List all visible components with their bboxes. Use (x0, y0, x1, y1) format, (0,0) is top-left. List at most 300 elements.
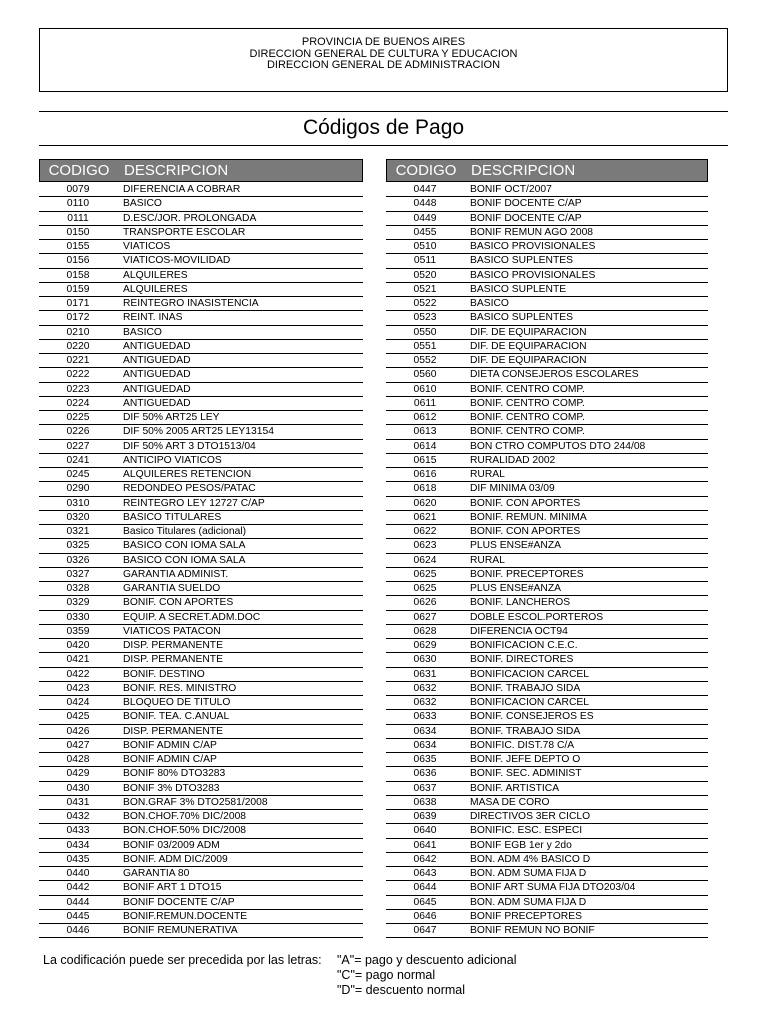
row-code: 0633 (413, 711, 437, 723)
row-description: BONIF. TEA. C.ANUAL (123, 711, 230, 723)
row-code: 0310 (66, 497, 90, 509)
row-description: BONIF. CENTRO COMP. (470, 412, 585, 424)
row-description: BONIF. ADM DIC/2009 (123, 853, 228, 865)
row-code: 0444 (66, 896, 90, 908)
codes-table-right (386, 159, 708, 938)
table-row (39, 254, 363, 268)
row-code: 0510 (413, 241, 437, 253)
row-description: BONIF. REMUN. MINIMA (470, 511, 587, 523)
row-description: BONIF REMUN NO BONIF (470, 925, 595, 937)
table-row (39, 596, 363, 610)
row-code: 0245 (66, 469, 90, 481)
table-row (39, 710, 363, 724)
row-description: BASICO (123, 326, 162, 338)
table-row (39, 824, 363, 838)
row-code: 0325 (66, 540, 90, 552)
row-description: BASICO TITULARES (123, 511, 222, 523)
row-description: BONIF REMUN AGO 2008 (470, 226, 594, 238)
table-row (39, 796, 363, 810)
table-row (386, 183, 708, 197)
table-row (39, 240, 363, 254)
row-code: 0224 (66, 397, 90, 409)
table-row (39, 554, 363, 568)
row-description: ANTICIPO VIATICOS (123, 454, 222, 466)
row-description: DIETA CONSEJEROS ESCOLARES (470, 369, 639, 381)
table-row (386, 782, 708, 796)
table-row (386, 454, 708, 468)
row-description: BONIF. CONSEJEROS ES (470, 711, 594, 723)
table-row (386, 226, 708, 240)
row-code: 0327 (66, 568, 90, 580)
header-description: DESCRIPCION (471, 162, 576, 179)
row-code: 0241 (66, 454, 90, 466)
table-row (39, 568, 363, 582)
table-row (386, 739, 708, 753)
table-row (386, 354, 708, 368)
row-code: 0641 (413, 839, 437, 851)
row-code: 0158 (66, 269, 90, 281)
row-code: 0643 (413, 868, 437, 880)
row-code: 0625 (413, 583, 437, 595)
table-row (39, 853, 363, 867)
table-row (39, 326, 363, 340)
row-description: GARANTIA 80 (123, 868, 190, 880)
row-code: 0447 (413, 184, 437, 196)
row-code: 0614 (413, 440, 437, 452)
table-row (386, 411, 708, 425)
row-description: BONIF. DIRECTORES (470, 654, 574, 666)
table-row (39, 725, 363, 739)
table-row (386, 269, 708, 283)
row-code: 0511 (413, 255, 437, 267)
table-row (39, 767, 363, 781)
table-row (386, 326, 708, 340)
row-description: BONIF.REMUN.DOCENTE (123, 910, 248, 922)
row-code: 0634 (413, 725, 437, 737)
table-row (39, 739, 363, 753)
row-description: BON.CHOF.70% DIC/2008 (123, 811, 247, 823)
table-row (39, 782, 363, 796)
row-code: 0111 (67, 212, 89, 224)
row-code: 0330 (66, 611, 90, 623)
row-description: DIF MINIMA 03/09 (470, 483, 555, 495)
header-line-province: PROVINCIA DE BUENOS AIRES (301, 36, 466, 48)
row-description: BLOQUEO DE TITULO (123, 697, 231, 709)
row-description: BONIFIC. ESC. ESPECI (470, 825, 583, 837)
row-description: REINTEGRO LEY 12727 C/AP (123, 497, 265, 509)
row-code: 0616 (413, 469, 437, 481)
row-code: 0423 (66, 682, 90, 694)
row-code: 0210 (66, 326, 90, 338)
row-description: VIATICOS (123, 241, 171, 253)
row-code: 0629 (413, 640, 437, 652)
table-row (39, 682, 363, 696)
row-code: 0612 (413, 412, 437, 424)
row-code: 0226 (66, 426, 90, 438)
table-row (39, 611, 363, 625)
row-code: 0221 (66, 355, 90, 367)
row-description: BONIF. JEFE DEPTO O (470, 754, 581, 766)
row-code: 0225 (66, 412, 90, 424)
row-description: BON CTRO COMPUTOS DTO 244/08 (470, 440, 646, 452)
row-description: BASICO CON IOMA SALA (123, 540, 246, 552)
table-row (386, 668, 708, 682)
row-description: BONIF EGB 1er y 2do (470, 839, 572, 851)
row-description: ANTIGUEDAD (123, 355, 191, 367)
table-row (386, 368, 708, 382)
row-description: ANTIGUEDAD (123, 340, 191, 352)
table-row (39, 896, 363, 910)
row-code: 0620 (413, 497, 437, 509)
row-description: BONIF. RES. MINISTRO (123, 682, 237, 694)
table-row (386, 383, 708, 397)
table-row (386, 696, 708, 710)
row-code: 0420 (66, 640, 90, 652)
row-description: BON. ADM SUMA FIJA D (470, 868, 587, 880)
table-row (386, 910, 708, 924)
footer-legend (337, 953, 517, 998)
row-code: 0635 (413, 754, 437, 766)
row-description: BON. ADM 4% BASICO D (470, 853, 591, 865)
row-code: 0159 (66, 283, 90, 295)
row-description: DISP. PERMANENTE (123, 725, 223, 737)
row-description: BASICO SUPLENTES (470, 255, 573, 267)
row-description: BONIF. CENTRO COMP. (470, 397, 585, 409)
row-code: 0433 (66, 825, 90, 837)
row-description: BONIF ADMIN C/AP (123, 754, 217, 766)
table-row (39, 910, 363, 924)
row-description: RURAL (470, 554, 505, 566)
row-description: BONIF. CENTRO COMP. (470, 426, 585, 438)
table-row (39, 311, 363, 325)
row-description: ANTIGUEDAD (123, 383, 191, 395)
row-code: 0646 (413, 910, 437, 922)
table-row (386, 482, 708, 496)
table-row (39, 212, 363, 226)
row-description: REINTEGRO INASISTENCIA (123, 298, 259, 310)
row-code: 0455 (413, 226, 437, 238)
page-title: Códigos de Pago (302, 116, 465, 139)
row-description: ALQUILERES (123, 269, 188, 281)
row-code: 0636 (413, 768, 437, 780)
table-header (386, 159, 708, 182)
row-description: PLUS ENSE#ANZA (470, 583, 561, 595)
row-description: BONIF. SEC. ADMINIST (470, 768, 582, 780)
table-row (39, 397, 363, 411)
table-row (386, 554, 708, 568)
row-code: 0446 (66, 925, 90, 937)
row-description: BONIF. CON APORTES (470, 526, 581, 538)
row-code: 0552 (413, 355, 437, 367)
table-row (386, 539, 708, 553)
row-description: BONIF. TRABAJO SIDA (470, 682, 581, 694)
title-rule-top (39, 111, 728, 112)
row-description: BASICO (123, 198, 162, 210)
table-row (386, 497, 708, 511)
row-code: 0560 (413, 369, 437, 381)
row-code: 0227 (66, 440, 90, 452)
row-code: 0521 (413, 283, 437, 295)
title-rule-bottom (39, 145, 728, 146)
table-row (386, 710, 708, 724)
table-row (386, 254, 708, 268)
table-row (39, 411, 363, 425)
row-code: 0642 (413, 853, 437, 865)
table-row (386, 824, 708, 838)
table-row (39, 269, 363, 283)
row-description: VIATICOS-MOVILIDAD (123, 255, 231, 267)
row-code: 0440 (66, 868, 90, 880)
header-code: CODIGO (395, 162, 457, 179)
table-row (386, 397, 708, 411)
row-description: BONIFICACION C.E.C. (470, 640, 578, 652)
table-row (386, 611, 708, 625)
table-row (39, 340, 363, 354)
row-description: BONIF. DESTINO (123, 668, 205, 680)
table-row (39, 810, 363, 824)
row-description: RURALIDAD 2002 (470, 454, 556, 466)
row-code: 0613 (413, 426, 437, 438)
table-row (386, 753, 708, 767)
row-description: BONIFICACION CARCEL (470, 668, 590, 680)
table-row (386, 725, 708, 739)
row-code: 0551 (413, 340, 437, 352)
row-description: BON.CHOF.50% DIC/2008 (123, 825, 247, 837)
table-row (386, 582, 708, 596)
row-description: DIF. DE EQUIPARACION (470, 326, 587, 338)
row-code: 0647 (413, 925, 437, 937)
row-description: BASICO SUPLENTES (470, 312, 573, 324)
table-row (39, 183, 363, 197)
row-code: 0611 (413, 397, 437, 409)
row-description: RURAL (470, 469, 505, 481)
table-row (386, 810, 708, 824)
table-row (386, 511, 708, 525)
table-row (386, 896, 708, 910)
row-code: 0328 (66, 583, 90, 595)
row-code: 0631 (413, 668, 437, 680)
row-description: EQUIP. A SECRET.ADM.DOC (123, 611, 261, 623)
row-description: BONIF 3% DTO3283 (123, 782, 220, 794)
row-code: 0630 (413, 654, 437, 666)
row-description: BASICO PROVISIONALES (470, 241, 596, 253)
table-row (39, 226, 363, 240)
row-description: BONIFICACION CARCEL (470, 697, 590, 709)
table-row (39, 468, 363, 482)
row-description: BONIF. LANCHEROS (470, 597, 571, 609)
row-code: 0326 (66, 554, 90, 566)
row-code: 0425 (66, 711, 90, 723)
row-description: ANTIGUEDAD (123, 397, 191, 409)
table-row (386, 867, 708, 881)
table-row (39, 383, 363, 397)
footer-lead: La codificación puede ser precedida por las letras: (43, 953, 322, 967)
header-box (39, 28, 728, 92)
row-code: 0155 (66, 241, 90, 253)
row-description: BONIF OCT/2007 (470, 184, 552, 196)
row-code: 0623 (413, 540, 437, 552)
table-row (39, 368, 363, 382)
row-code: 0442 (66, 882, 90, 894)
row-code: 0320 (66, 511, 90, 523)
table-row (386, 682, 708, 696)
row-description: BONIF REMUNERATIVA (123, 925, 238, 937)
row-code: 0638 (413, 796, 437, 808)
row-description: Basico Titulares (adicional) (123, 526, 247, 538)
table-row (386, 839, 708, 853)
row-description: BONIF PRECEPTORES (470, 910, 582, 922)
table-row (39, 639, 363, 653)
row-code: 0156 (66, 255, 90, 267)
row-code: 0520 (413, 269, 437, 281)
row-code: 0435 (66, 853, 90, 865)
table-row (386, 796, 708, 810)
row-code: 0329 (66, 597, 90, 609)
row-code: 0523 (413, 312, 437, 324)
table-row (386, 653, 708, 667)
row-code: 0445 (66, 910, 90, 922)
row-description: TRANSPORTE ESCOLAR (123, 226, 246, 238)
table-row (386, 297, 708, 311)
row-code: 0522 (413, 298, 437, 310)
row-description: DIF. DE EQUIPARACION (470, 340, 587, 352)
row-description: BONIF. CON APORTES (470, 497, 581, 509)
table-row (39, 653, 363, 667)
row-description: DIFERENCIA OCT94 (470, 625, 568, 637)
table-row (39, 924, 363, 938)
table-row (386, 525, 708, 539)
row-code: 0430 (66, 782, 90, 794)
row-description: BASICO CON IOMA SALA (123, 554, 246, 566)
row-code: 0172 (66, 312, 90, 324)
table-row (39, 297, 363, 311)
row-code: 0428 (66, 754, 90, 766)
table-body-right (386, 183, 708, 938)
table-row (39, 440, 363, 454)
row-description: MASA DE CORO (470, 796, 550, 808)
row-code: 0626 (413, 597, 437, 609)
table-row (39, 668, 363, 682)
table-row (386, 197, 708, 211)
table-row (386, 924, 708, 938)
row-code: 0637 (413, 782, 437, 794)
row-code: 0448 (413, 198, 437, 210)
row-description: DIF 50% 2005 ART25 LEY13154 (123, 426, 274, 438)
row-code: 0434 (66, 839, 90, 851)
row-code: 0610 (413, 383, 437, 395)
row-description: DISP. PERMANENTE (123, 654, 223, 666)
table-row (39, 867, 363, 881)
row-description: VIATICOS PATACON (123, 625, 221, 637)
row-code: 0639 (413, 811, 437, 823)
table-row (386, 596, 708, 610)
row-description: BASICO SUPLENTE (470, 283, 567, 295)
row-description: BASICO (470, 298, 509, 310)
row-description: BONIF 80% DTO3283 (123, 768, 226, 780)
table-row (386, 468, 708, 482)
row-description: DIFERENCIA A COBRAR (123, 184, 241, 196)
table-row (386, 568, 708, 582)
table-row (39, 881, 363, 895)
table-row (39, 283, 363, 297)
table-row (386, 212, 708, 226)
table-row (386, 425, 708, 439)
codes-table-left (39, 159, 363, 938)
row-description: BONIF. PRECEPTORES (470, 568, 584, 580)
row-code: 0615 (413, 454, 437, 466)
row-code: 0622 (413, 526, 437, 538)
row-code: 0640 (413, 825, 437, 837)
table-row (386, 340, 708, 354)
row-code: 0222 (66, 369, 90, 381)
row-description: BON.GRAF 3% DTO2581/2008 (123, 796, 268, 808)
row-description: DIF. DE EQUIPARACION (470, 355, 587, 367)
row-code: 0421 (66, 654, 90, 666)
table-row (39, 482, 363, 496)
row-code: 0449 (413, 212, 437, 224)
row-description: BONIF ART SUMA FIJA DTO203/04 (470, 882, 636, 894)
row-description: REDONDEO PESOS/PATAC (123, 483, 256, 495)
row-code: 0625 (413, 568, 437, 580)
row-description: BONIF. CON APORTES (123, 597, 234, 609)
table-row (386, 639, 708, 653)
row-description: DIRECTIVOS 3ER CICLO (470, 811, 591, 823)
row-description: BONIF. CENTRO COMP. (470, 383, 585, 395)
header-code: CODIGO (48, 162, 110, 179)
footer-item-d: "D"= descuento normal (337, 983, 466, 997)
row-code: 0422 (66, 668, 90, 680)
table-header (39, 159, 363, 182)
row-description: BONIF. TRABAJO SIDA (470, 725, 581, 737)
row-description: GARANTIA SUELDO (123, 583, 221, 595)
table-row (39, 539, 363, 553)
row-code: 0220 (66, 340, 90, 352)
table-row (39, 625, 363, 639)
row-description: BONIF 03/2009 ADM (123, 839, 220, 851)
table-row (39, 753, 363, 767)
row-description: BONIFIC. DIST.78 C/A (470, 739, 575, 751)
row-code: 0150 (66, 226, 90, 238)
row-code: 0621 (413, 511, 437, 523)
row-code: 0359 (66, 625, 90, 637)
header-line-culture: DIRECCION GENERAL DE CULTURA Y EDUCACION (249, 47, 518, 60)
row-code: 0550 (413, 326, 437, 338)
table-row (39, 696, 363, 710)
row-description: GARANTIA ADMINIST. (123, 568, 229, 580)
row-description: BONIF ART 1 DTO15 (123, 882, 222, 894)
row-description: BONIF DOCENTE C/AP (123, 896, 235, 908)
row-description: ALQUILERES RETENCION (123, 469, 252, 481)
row-code: 0079 (66, 184, 90, 196)
row-code: 0618 (413, 483, 437, 495)
row-description: BONIF DOCENTE C/AP (470, 212, 582, 224)
table-row (39, 497, 363, 511)
row-description: ANTIGUEDAD (123, 369, 191, 381)
table-row (39, 511, 363, 525)
table-row (386, 767, 708, 781)
table-row (39, 525, 363, 539)
footer-item-a: "A"= pago y descuento adicional (337, 953, 517, 967)
row-code: 0628 (413, 625, 437, 637)
row-code: 0321 (66, 526, 90, 538)
row-description: BONIF ADMIN C/AP (123, 739, 217, 751)
row-code: 0429 (66, 768, 90, 780)
row-code: 0432 (66, 811, 90, 823)
row-description: BASICO PROVISIONALES (470, 269, 596, 281)
row-code: 0171 (66, 298, 90, 310)
row-code: 0431 (66, 796, 90, 808)
row-code: 0634 (413, 739, 437, 751)
